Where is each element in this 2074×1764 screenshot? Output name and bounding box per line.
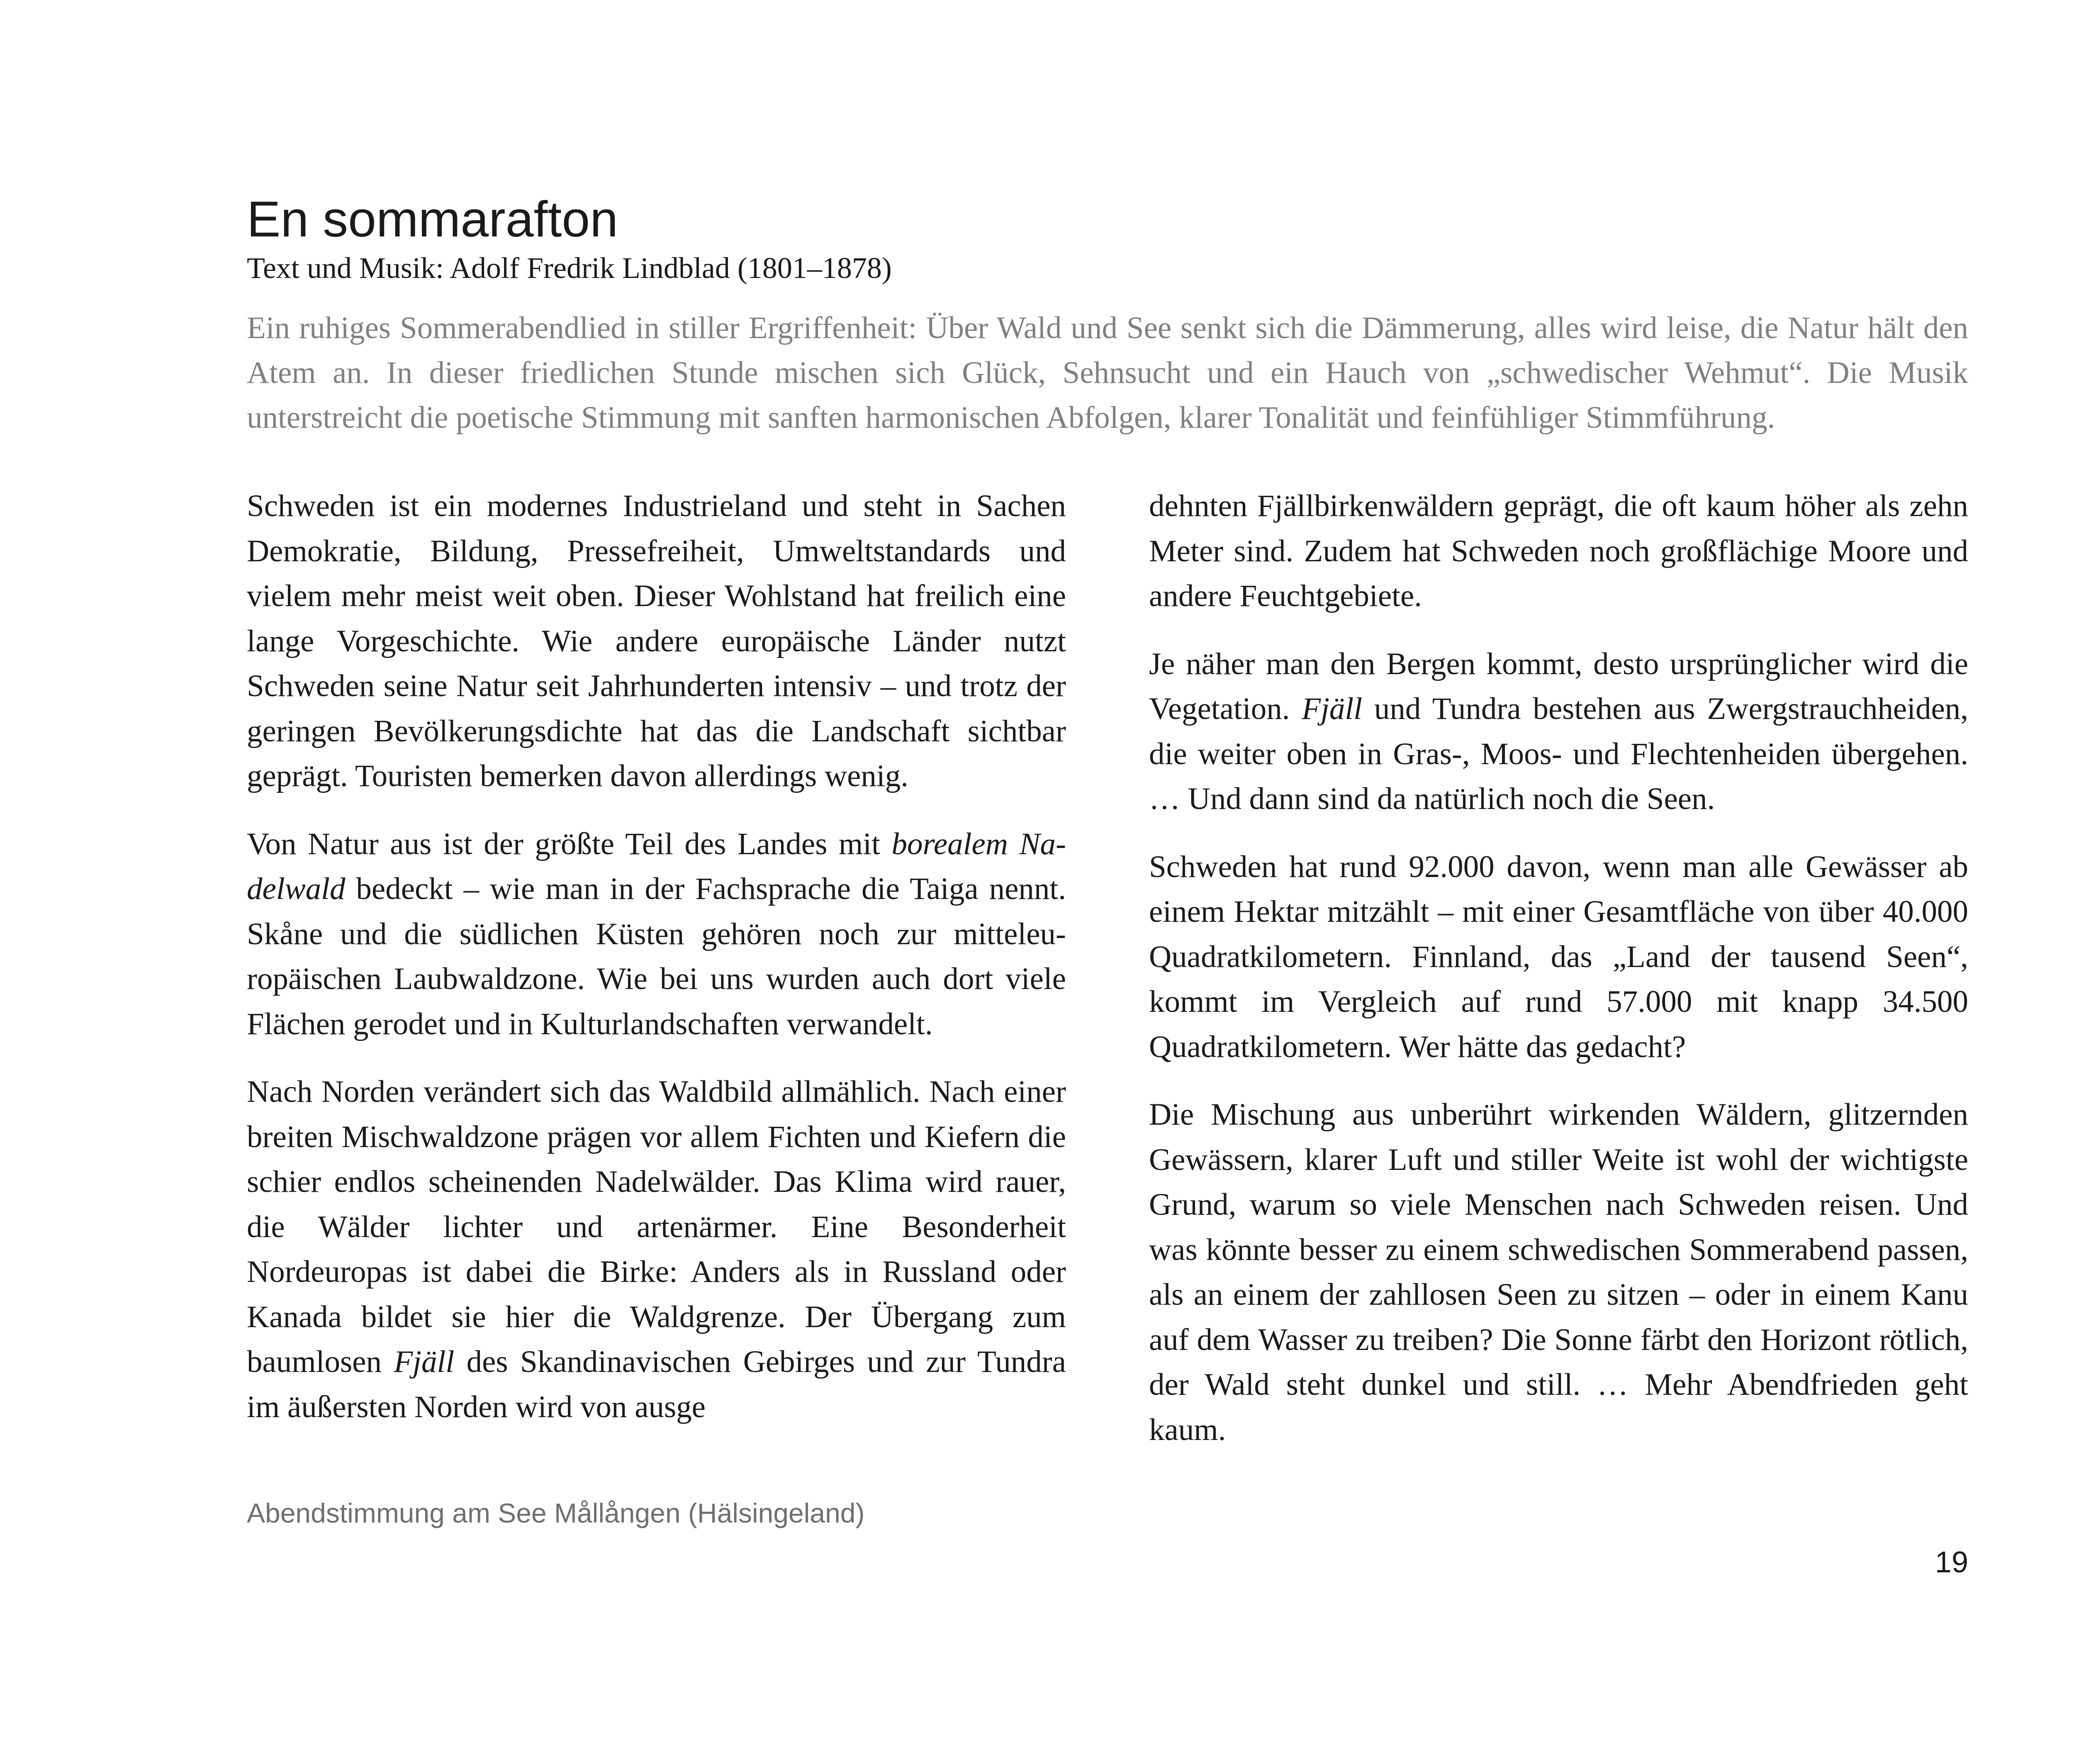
text-run: des Skandinavischen Gebirges und zur Tundra im äußersten Norden wird von ausge [247, 1345, 1066, 1424]
intro-paragraph: Ein ruhiges Sommerabendlied in stiller Ergriffenheit: Über Wald und See senkt sich die Dämmerung, alles wird leise, die Natur hält den Atem an. In dieser friedlichen Stunde mischen sich Glück, Sehnsucht und ein Hauch von „schwedischer Wehmut“. Die Musik unterstreicht die poetische Stimmung mit sanften harmonischen Abfolgen, klarer Tonalität und feinfühliger Stimmführung. [247, 311, 1968, 435]
italic-term: Fjäll [1302, 692, 1363, 726]
text-run: Je näher man den Bergen kommt, desto ursprünglicher wird die Vegetation. [1149, 646, 1968, 726]
right-paragraph-4: Die Mischung aus unberührt wirkenden Wäldern, glitzernden Gewässern, klarer Luft und stiller Weite ist wohl der wichtigste Grund, warum so viele Menschen nach Schweden reisen. Und was könnte besser zu einem schwedischen Sommerabend passen, als an einem der zahllosen Seen zu sitzen – oder in einem Kanu auf dem Wasser zu treiben? Die Sonne färbt den Horizont rötlich, der Wald steht dunkel und still. … Mehr Abendfrieden geht kaum. [1149, 1097, 1968, 1447]
left-paragraph-2 [247, 822, 1066, 1047]
text-run: bedeckt – wie man in der Fachsprache die Taiga nennt. Skåne und die südlichen Küsten gehören noch zur mitteleuropäischen Laubwaldzone. Wie bei uns wurden auch dort viele Flächen gerodet und in Kulturlandschaften verwandelt. [247, 872, 1066, 1041]
image-caption: Abendstimmung am See Mållången (Hälsingeland) [247, 1498, 865, 1528]
page-number: 19 [1935, 1546, 1968, 1579]
text-run: und Tundra bestehen aus Zwergstrauchheiden, die weiter oben in Gras-, Moos- und Flechtenheiden übergehen. … Und dann sind da natürlich noch die Seen. [1149, 692, 1968, 816]
text-run: Von Natur aus ist der größte Teil des Landes mit [247, 826, 892, 861]
left-paragraph-1: Schweden ist ein modernes Industrieland und steht in Sachen Demokratie, Bildung, Pressefreiheit, Umweltstandards und vielem mehr meist weit oben. Dieser Wohlstand hat freilich eine lange Vorgeschichte. Wie andere europäische Länder nutzt Schweden seine Natur seit Jahrhunderten intensiv – und trotz der geringen Bevölkerungsdichte hat das die Landschaft sichtbar geprägt. Touristen bemerken davon allerdings wenig. [247, 489, 1066, 793]
left-paragraph-3 [247, 1070, 1066, 1430]
italic-term: borealem Nadelwald [247, 826, 1066, 906]
right-paragraph-3: Schweden hat rund 92.000 davon, wenn man alle Gewässer ab einem Hektar mitzählt – mit einer Gesamtfläche von über 40.000 Quadratkilometern. Finnland, das „Land der tausend Seen“, kommt im Vergleich auf rund 57.000 mit knapp 34.500 Quadratkilometern. Wer hätte das gedacht? [1149, 849, 1968, 1064]
right-paragraph-2 [1149, 642, 1968, 822]
right-text-column [1149, 484, 1968, 1475]
song-credits: Text und Musik: Adolf Fredrik Lindblad (1801–1878) [247, 251, 892, 285]
italic-term: Fjäll [394, 1345, 455, 1379]
left-text-column [247, 484, 1066, 1452]
text-run: Nach Norden verändert sich das Waldbild allmählich. Nach einer breiten Mischwaldzone prägen vor allem Fichten und Kiefern die schier endlos scheinenden Nadelwälder. Das Klima wird rauer, die Wälder lichter und artenärmer. Eine Besonderheit Nordeuropas ist dabei die Birke: Anders als in Russland oder Kanada bildet sie hier die Waldgrenze. Der Übergang zum baumlosen [247, 1074, 1066, 1379]
right-paragraph-1: dehnten Fjällbirkenwäldern geprägt, die oft kaum höher als zehn Meter sind. Zudem hat Schweden noch großflächige Moore und andere Feuchtgebiete. [1149, 489, 1968, 613]
page-title: En sommarafton [247, 191, 618, 247]
